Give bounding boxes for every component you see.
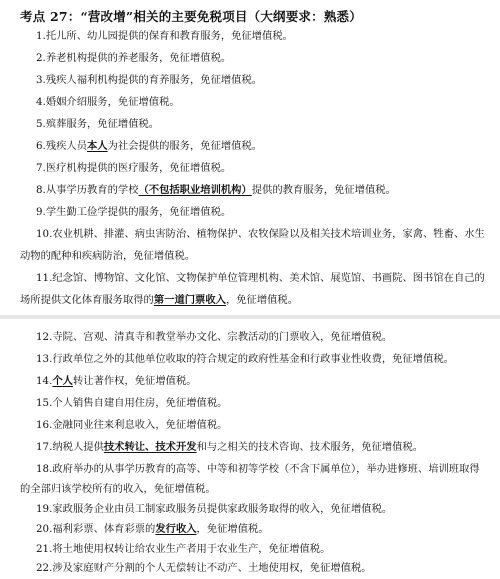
list-item: 21.将土地使用权转让给农业生产者用于农业生产，免征增值税。 bbox=[36, 543, 331, 555]
list-item: 2.养老机构提供的养老服务，免征增值税。 bbox=[36, 52, 232, 64]
list-item: 6.残疾人员本人为社会提供的服务，免征增值税。 bbox=[36, 140, 263, 152]
list-item: 15.个人销售自建自用住房，免征增值税。 bbox=[36, 397, 228, 409]
list-item: 1.托儿所、幼儿园提供的保育和教育服务，免征增值税。 bbox=[36, 30, 293, 42]
list-item: 18.政府举办的从事学历教育的高等、中等和初等学校（不含下属单位），举办进修班、培训班取得 bbox=[36, 463, 480, 475]
page-divider bbox=[0, 315, 500, 319]
list-item: 19.家政服务企业由员工制家政服务员提供家政服务取得的收入，免征增值税。 bbox=[36, 503, 393, 515]
list-item: 16.金融同业往来利息收入，免征增值税。 bbox=[36, 419, 228, 431]
list-item: 8.从事学历教育的学校（不包括职业培训机构）提供的教育服务，免征增值税。 bbox=[36, 184, 396, 196]
list-item-continuation: 场所提供文化体育服务取得的第一道门票收入，免征增值税。 bbox=[20, 294, 299, 306]
list-item: 10.农业机耕、排灌、病虫害防治、植物保护、农牧保险以及相关技术培训业务，家禽、牲畜、水生 bbox=[36, 228, 485, 240]
list-item: 17.纳税人提供技术转让、技术开发和与之相关的技术咨询、技术服务，免征增值税。 bbox=[36, 441, 424, 453]
list-item: 14.个人转让著作权，免征增值税。 bbox=[36, 375, 197, 387]
list-item: 5.殡葬服务，免征增值税。 bbox=[36, 118, 160, 130]
list-item: 3.残疾人福利机构提供的育养服务，免征增值税。 bbox=[36, 74, 263, 86]
list-item: 22.涉及家庭财产分割的个人无偿转让不动产、土地使用权，免征增值税。 bbox=[36, 562, 372, 574]
list-item-continuation: 的全部归该学校所有的收入，免征增值税。 bbox=[20, 483, 216, 495]
list-item: 20.福利彩票、体育彩票的发行收入，免征增值税。 bbox=[36, 523, 269, 535]
section-title: 考点 27：“营改增”相关的主要免税项目（大纲要求：熟悉） bbox=[20, 9, 362, 24]
list-item: 11.纪念馆、博物馆、文化馆、文物保护单位管理机构、美术馆、展览馆、书画院、图书馆在自己的 bbox=[36, 272, 485, 284]
list-item: 13.行政单位之外的其他单位收取的符合规定的政府性基金和行政事业性收费，免征增值税。 bbox=[36, 353, 454, 365]
list-item: 7.医疗机构提供的医疗服务，免征增值税。 bbox=[36, 162, 232, 174]
list-item-continuation: 动物的配种和疾病防治，免征增值税。 bbox=[20, 250, 196, 262]
list-item: 12.寺院、宫观、清真寺和教堂举办文化、宗教活动的门票收入，免征增值税。 bbox=[36, 331, 393, 343]
list-item: 4.婚姻介绍服务，免征增值税。 bbox=[36, 96, 180, 108]
list-item: 9.学生勤工俭学提供的服务，免征增值税。 bbox=[36, 206, 232, 218]
